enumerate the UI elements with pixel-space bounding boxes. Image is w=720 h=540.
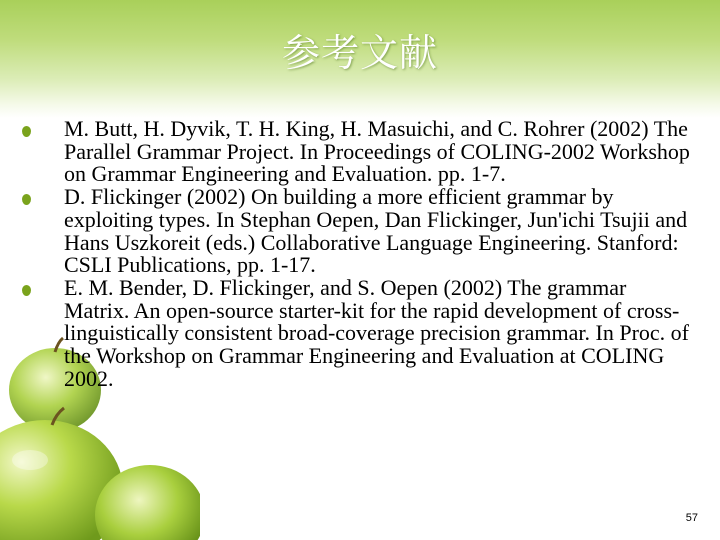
green-round-bullet-icon	[22, 126, 31, 137]
reference-text: D. Flickinger (2002) On building a more efficient grammar by exploiting types. In Stephan Oepen, Dan Flickinger, Jun'ichi Tsujii and Hans Uszkoreit (eds.) Collaborative Language Engineering. Stanford: CSLI Publications, pp. 1-17.	[64, 184, 688, 278]
reference-text: M. Butt, H. Dyvik, T. H. King, H. Masuichi, and C. Rohrer (2002) The Parallel Grammar Project. In Proceedings of COLING-2002 Workshop on Grammar Engineering and Evaluation. pp. 1-7.	[64, 116, 690, 187]
page-number: 57	[685, 512, 698, 524]
reference-item	[22, 274, 694, 391]
green-round-bullet-icon	[22, 194, 31, 205]
green-round-bullet-icon	[22, 285, 31, 296]
reference-item	[22, 186, 694, 277]
reference-list	[22, 118, 694, 390]
reference-item	[22, 118, 694, 186]
slide-title: 参考文献	[281, 31, 438, 75]
reference-text: E. M. Bender, D. Flickinger, and S. Oepen (2002) The grammar Matrix. An open-source starter-kit for the rapid development of cross-linguistically consistent broad-coverage precision grammar. In Proc. of the Workshop on Grammar Engineering and Evaluation at COLING 2002.	[64, 274, 689, 391]
